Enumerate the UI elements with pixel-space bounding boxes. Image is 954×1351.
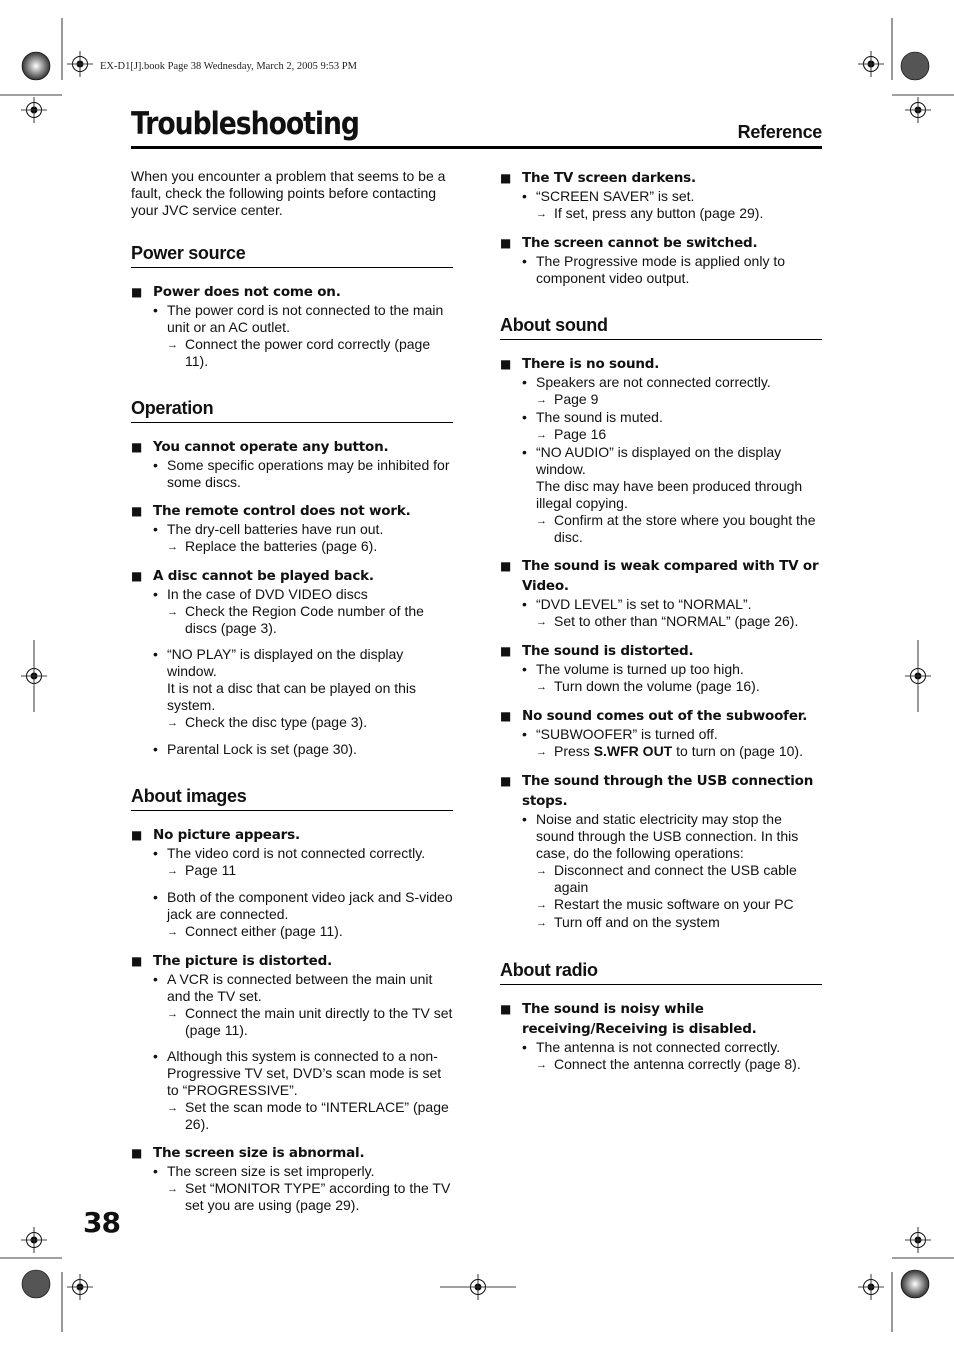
square-bullet-icon: ■ [131,954,143,968]
bullet-icon: • [522,661,527,677]
bullet-icon: • [522,409,527,425]
square-bullet-icon: ■ [131,569,143,583]
remedy-text: Check the disc type (page 3). [185,714,368,730]
problem-item [131,437,453,491]
arrow-right-icon: → [167,926,178,938]
bullet-icon: • [522,811,527,827]
cause-text: Noise and static electricity may stop the sound through the USB connection. In this case, do the following operations: [536,811,799,861]
bullet-icon: • [153,586,158,602]
cause-text: The video cord is not connected correctly. [167,845,426,861]
bullet-icon: • [522,374,527,390]
arrow-right-icon: → [167,865,178,877]
problem-item [131,1143,453,1214]
square-bullet-icon: ■ [500,774,512,788]
arrow-right-icon: → [167,1183,178,1195]
button-name-label: S.WFR OUT [593,743,673,759]
problem-title: Power does not come on. [153,284,341,300]
arrow-right-icon: → [536,917,547,929]
cause-text: The screen size is set improperly. [167,1163,375,1179]
remedy-text: Check the Region Code number of the discs (page 3). [185,603,424,636]
bullet-icon: • [153,845,158,861]
heading-about-sound: About sound [500,315,822,340]
problem-title: The sound through the USB connection stops. [522,773,814,809]
problem-title: No picture appears. [153,827,300,843]
heading-about-images: About images [131,786,453,811]
cause-text: Some specific operations may be inhibited for some discs. [167,457,450,490]
bullet-icon: • [522,188,527,204]
remedy-text: Set to other than “NORMAL” (page 26). [554,613,799,629]
bullet-icon: • [153,741,158,757]
arrow-right-icon: → [536,746,547,758]
problem-item [500,233,822,287]
square-bullet-icon: ■ [131,285,143,299]
remedy-text: Connect the power cord correctly (page 11). [185,336,431,369]
remedy-text: Turn off and on the system [554,914,720,930]
cause-text: The disc may have been produced through illegal copying. [536,478,803,511]
remedy-text: Replace the batteries (page 6). [185,538,378,554]
problem-title: A disc cannot be played back. [153,568,374,584]
square-bullet-icon: ■ [500,357,512,371]
square-bullet-icon: ■ [500,236,512,250]
remedy-text: Connect the main unit directly to the TV set (page 11). [185,1005,453,1038]
problem-title: There is no sound. [522,356,660,372]
problem-item [500,771,822,932]
remedy-text: Turn down the volume (page 16). [554,678,760,694]
bullet-icon: • [153,521,158,537]
problem-item [131,282,453,370]
bullet-icon: • [153,1048,158,1064]
bullet-icon: • [153,971,158,987]
bullet-icon: • [522,444,527,460]
arrow-right-icon: → [536,1059,547,1071]
arrow-right-icon: → [167,541,178,553]
cause-text: Parental Lock is set (page 30). [167,741,357,757]
cause-text: “SUBWOOFER” is turned off. [536,726,718,742]
heading-about-radio: About radio [500,960,822,985]
cause-text: “NO PLAY” is displayed on the display window. [167,646,404,679]
heading-power-source: Power source [131,243,453,268]
cause-text: In the case of DVD VIDEO discs [167,586,368,602]
file-meta-header: EX-D1[J].book Page 38 Wednesday, March 2, 2005 9:53 PM [100,61,357,72]
cause-text: Both of the component video jack and S-video jack are connected. [167,889,453,922]
square-bullet-icon: ■ [500,1002,512,1016]
problem-item [500,641,822,696]
remedy-text: If set, press any button (page 29). [554,205,764,221]
remedy-text: Connect either (page 11). [185,923,343,939]
arrow-right-icon: → [167,1102,178,1114]
problem-title: No sound comes out of the subwoofer. [522,708,808,724]
problem-item [131,951,453,1133]
cause-text: The antenna is not connected correctly. [536,1039,781,1055]
arrow-right-icon: → [167,717,178,729]
cause-text: The dry-cell batteries have run out. [167,521,384,537]
problem-title: The picture is distorted. [153,953,333,969]
cause-text: “SCREEN SAVER” is set. [536,188,695,204]
square-bullet-icon: ■ [131,1146,143,1160]
bullet-icon: • [153,457,158,473]
heading-operation: Operation [131,398,453,423]
remedy-text: Disconnect and connect the USB cable again [554,862,797,895]
intro-text: When you encounter a problem that seems to be a fault, check the following points before contacting your JVC service center. [131,168,446,218]
arrow-right-icon: → [536,681,547,693]
problem-title: The TV screen darkens. [522,170,696,186]
square-bullet-icon: ■ [500,644,512,658]
cause-text: The volume is turned up too high. [536,661,744,677]
section-reference-label: Reference [737,122,822,142]
problem-item [131,566,453,758]
remedy-text: Page 16 [554,426,607,442]
arrow-right-icon: → [536,515,547,527]
square-bullet-icon: ■ [131,440,143,454]
bullet-icon: • [153,302,158,318]
remedy-text: Confirm at the store where you bought the disc. [554,512,816,545]
square-bullet-icon: ■ [500,171,512,185]
arrow-right-icon: → [536,394,547,406]
bullet-icon: • [153,646,158,662]
problem-title: The screen size is abnormal. [153,1145,365,1161]
remedy-text: Page 9 [554,391,599,407]
arrow-right-icon: → [536,208,547,220]
right-column [500,168,822,1084]
square-bullet-icon: ■ [500,709,512,723]
remedy-text: Page 11 [185,862,237,878]
remedy-text: Set “MONITOR TYPE” according to the TV set you are using (page 29). [185,1180,451,1213]
problem-item [131,501,453,556]
problem-title: The sound is distorted. [522,643,694,659]
arrow-right-icon: → [167,339,178,351]
problem-title: The screen cannot be switched. [522,235,758,251]
remedy-text: Connect the antenna correctly (page 8). [554,1056,801,1072]
square-bullet-icon: ■ [500,559,512,573]
cause-text: “DVD LEVEL” is set to “NORMAL”. [536,596,752,612]
arrow-right-icon: → [536,899,547,911]
bullet-icon: • [153,889,158,905]
problem-item [500,354,822,546]
arrow-right-icon: → [536,429,547,441]
bullet-icon: • [153,1163,158,1179]
square-bullet-icon: ■ [131,828,143,842]
cause-text: Speakers are not connected correctly. [536,374,771,390]
arrow-right-icon: → [167,606,178,618]
problem-item [500,556,822,631]
title-rule [131,146,822,149]
cause-text: The power cord is not connected to the main unit or an AC outlet. [167,302,444,335]
cause-text: “NO AUDIO” is displayed on the display window. [536,444,782,477]
cause-text: Although this system is connected to a non-Progressive TV set, DVD’s scan mode is set to “PROGRESSIVE”. [167,1048,442,1098]
bullet-icon: • [522,596,527,612]
page-title: Troubleshooting [131,106,359,142]
cause-text: It is not a disc that can be played on this system. [167,680,417,713]
problem-title: The remote control does not work. [153,503,411,519]
problem-title: The sound is noisy while receiving/Receiving is disabled. [522,1001,757,1037]
bullet-icon: • [522,1039,527,1055]
cause-text: The sound is muted. [536,409,663,425]
problem-title: You cannot operate any button. [153,439,389,455]
remedy-text: Set the scan mode to “INTERLACE” (page 26). [185,1099,449,1132]
bullet-icon: • [522,726,527,742]
arrow-right-icon: → [167,1008,178,1020]
square-bullet-icon: ■ [131,504,143,518]
remedy-text: Press S.WFR OUT to turn on (page 10). [554,743,803,759]
cause-text: The Progressive mode is applied only to component video output. [536,253,786,286]
cause-text: A VCR is connected between the main unit and the TV set. [167,971,433,1004]
arrow-right-icon: → [536,865,547,877]
problem-item [500,999,822,1074]
left-column [131,168,453,1224]
remedy-text: Restart the music software on your PC [554,896,794,912]
problem-title: The sound is weak compared with TV or Video. [522,558,819,594]
problem-item [131,825,453,941]
page-number: 38 [83,1206,120,1239]
bullet-icon: • [522,253,527,269]
problem-item [500,168,822,223]
arrow-right-icon: → [536,616,547,628]
problem-item [500,706,822,761]
